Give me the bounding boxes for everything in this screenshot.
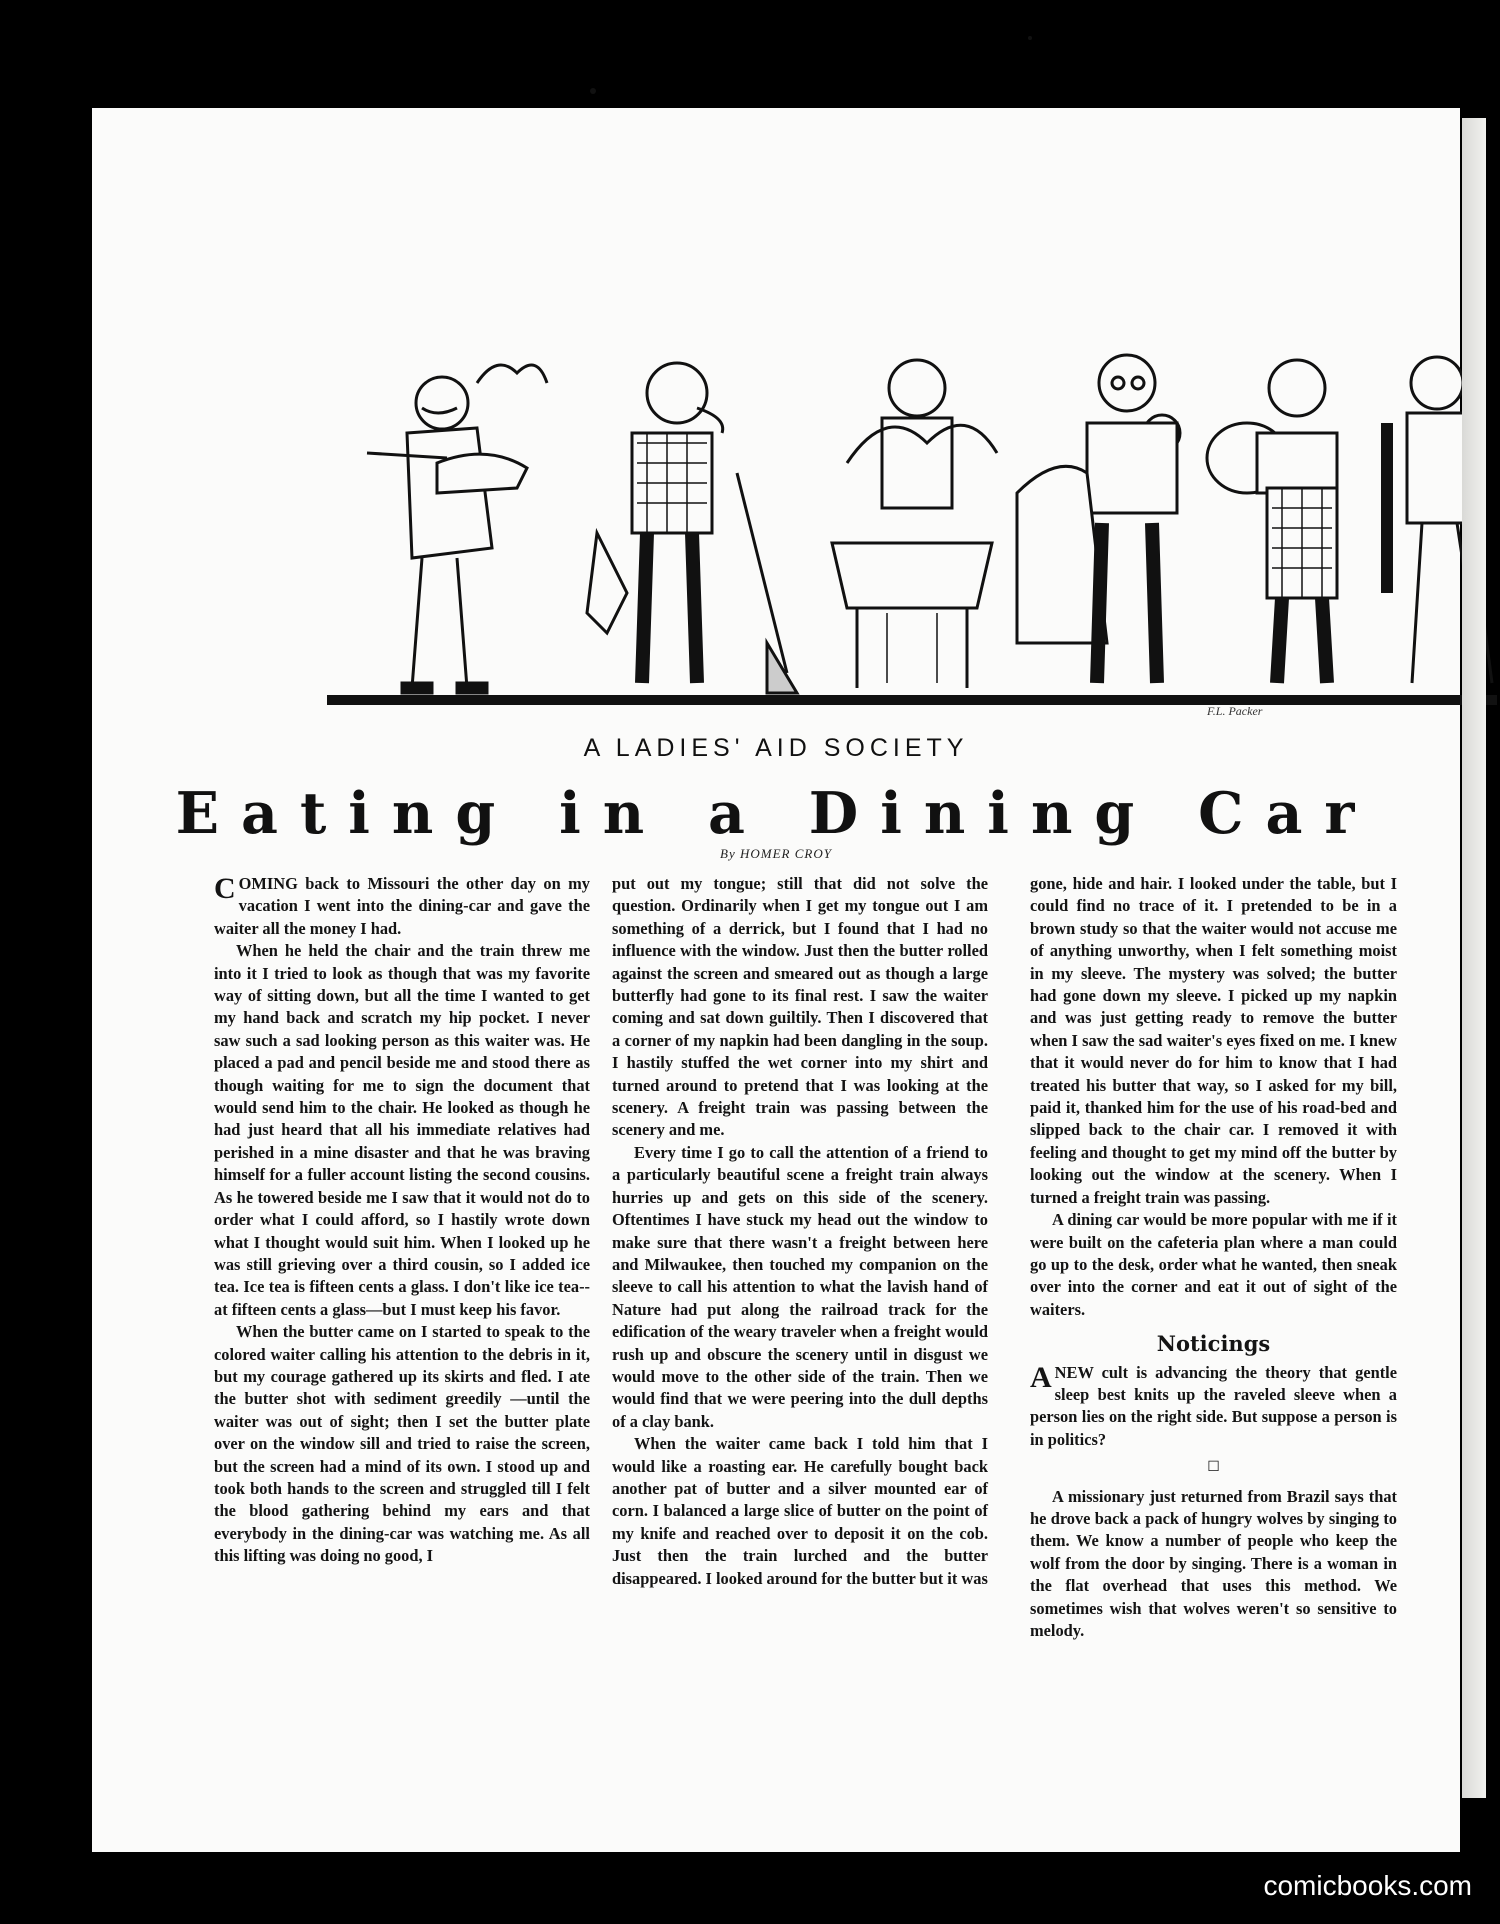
column-2 — [612, 873, 988, 1590]
speck — [1028, 36, 1032, 40]
figure-man-with-pipe-and-broom — [587, 363, 797, 693]
drop-cap: A — [1030, 1360, 1052, 1394]
magazine-page — [92, 108, 1460, 1852]
paragraph: A NEW cult is advancing the theory that gentle sleep best knits up the raveled sleeve when a person lies on the right side. But suppose a person is in politics? — [1030, 1360, 1397, 1449]
figure-waiter-with-turkey — [367, 365, 547, 693]
headline: Eating in a Dining Car — [175, 780, 1377, 847]
paragraph: COMING back to Missouri the other day on my vacation I went into the dining-car and gave the waiter all the money I had. — [214, 872, 590, 938]
adjacent-page-edge — [1462, 118, 1486, 1798]
cartoon-illustration — [327, 313, 1497, 718]
figure-man-holding-baby — [1017, 355, 1180, 683]
noticings-heading: Noticings — [1156, 1331, 1271, 1357]
speck — [590, 88, 596, 94]
paragraph: Every time I go to call the attention of a friend to a particularly beautiful scene a freight train always hurries up and gets on this side of the scenery. Oftentimes I have stuck my head out the window to make sure that there wasn't a freight between here and Milwaukee, then touched my companion on the sleeve to call his attention to what the lavish hand of Nature had put along the railroad track for the edification of the weary traveler when a freight would rush up and obscure the scenery until in disgust we would move to the other side of the train. Then we would find that we were peering into the dull depths of a clay bank. — [612, 1142, 988, 1431]
artist-signature: F.L. Packer — [1207, 704, 1263, 718]
paragraph: When he held the chair and the train threw me into it I tried to look as though that was my favorite way of sitting down, but all the time I wanted to get my hand back and scratch my hip pocket. I never saw such a sad looking person as this waiter was. He placed a pad and pencil beside me and stood there as though waiting for me to sign the document that would send him to the chair. He looked as though he had just heard that all his immediate relatives had perished in a mine disaster and that he was braving himself for a fuller account listing the second cousins. As he towered beside me I saw that it would not do to order what I could afford, so I hastily wrote down what I thought would suit him. When I looked up he was still grieving over a third cousin, so I added ice tea. Ice tea is fifteen cents a glass. I don't like ice tea--at fifteen cents a glass—but I must keep his favor. — [214, 941, 590, 1319]
column-1 — [214, 873, 590, 1568]
paragraph: put out my tongue; still that did not solve the question. Ordinarily when I get my tongue out I am something of a derrick, but I found that I had no influence with the window. Just then the butter rolled against the screen and smeared out as though a large butterfly had gone to its final rest. I saw the waiter coming and sat down guiltily. Then I discovered that a corner of my napkin had been dangling in the soup. I hastily stuffed the wet corner into my shirt and turned around to pretend that I was looking at the scenery. A freight train was passing between the scenery and me. — [612, 874, 988, 1140]
paragraph: gone, hide and hair. I looked under the table, but I could find no trace of it. I pretended to be in a brown study so that the waiter would not accuse me of anything unworthy, when I felt something moist in my sleeve. The mystery was solved; the butter had gone down my sleeve. I picked up my napkin and was just getting ready to remove the butter when I saw the sad waiter's eyes fixed on me. I knew that it would never do for him to know that I had treated his butter that way, so I asked for my bill, paid it, thanked him for the use of his road-bed and slipped back to the chair car. I removed it with feeling and thought to get my mind off the butter by looking out the window at the scenery. When I turned a freight train was passing. — [1030, 874, 1397, 1207]
separator-box: ☐ — [1207, 1460, 1220, 1476]
paragraph: When the waiter came back I told him that I would like a roasting ear. He carefully bought back another pat of butter and a silver mounted ear of corn. I balanced a large slice of butter on the point of my knife and reached over to deposit it on the cob. Just then the train lurched and the butter disappeared. I looked around for the butter but it was — [612, 1434, 988, 1588]
drop-cap: C — [214, 872, 236, 905]
paragraph: A missionary just returned from Brazil says that he drove back a pack of hungry wolves by singing to them. We know a number of people who keep the wolf from the door by singing. There is a woman in the flat overhead that uses this method. We sometimes wish that wolves weren't so sensitive to melody. — [1030, 1486, 1397, 1640]
section-title: A LADIES' AID SOCIETY — [583, 734, 969, 762]
paragraph: When the butter came on I started to speak to the colored waiter calling his attention to the debris in it, but my courage gathered up its skirts and fled. I ate the butter shot with sediment greedily —until the waiter was out of sight; then I set the butter plate over on the window sill and tried to raise the screen, but the screen had a mind of its own. I stood up and took both hands to the screen and struggled till I felt the blood gathering behind my ears and that everybody in the dining-car was watching me. As all this lifting was doing no good, I — [214, 1322, 590, 1566]
figure-man-at-washtub — [832, 360, 997, 688]
watermark: comicbooks.com — [1263, 1870, 1472, 1901]
paragraph: A dining car would be more popular with me if it were built on the cafeteria plan where a man could go up to the desk, order what he wanted, then sneak over into the corner and eat it out of sight of the waiters. — [1030, 1210, 1397, 1319]
figure-man-drying-dish — [1207, 360, 1337, 683]
byline: By HOMER CROY — [720, 846, 832, 861]
column-3 — [1030, 873, 1397, 1642]
